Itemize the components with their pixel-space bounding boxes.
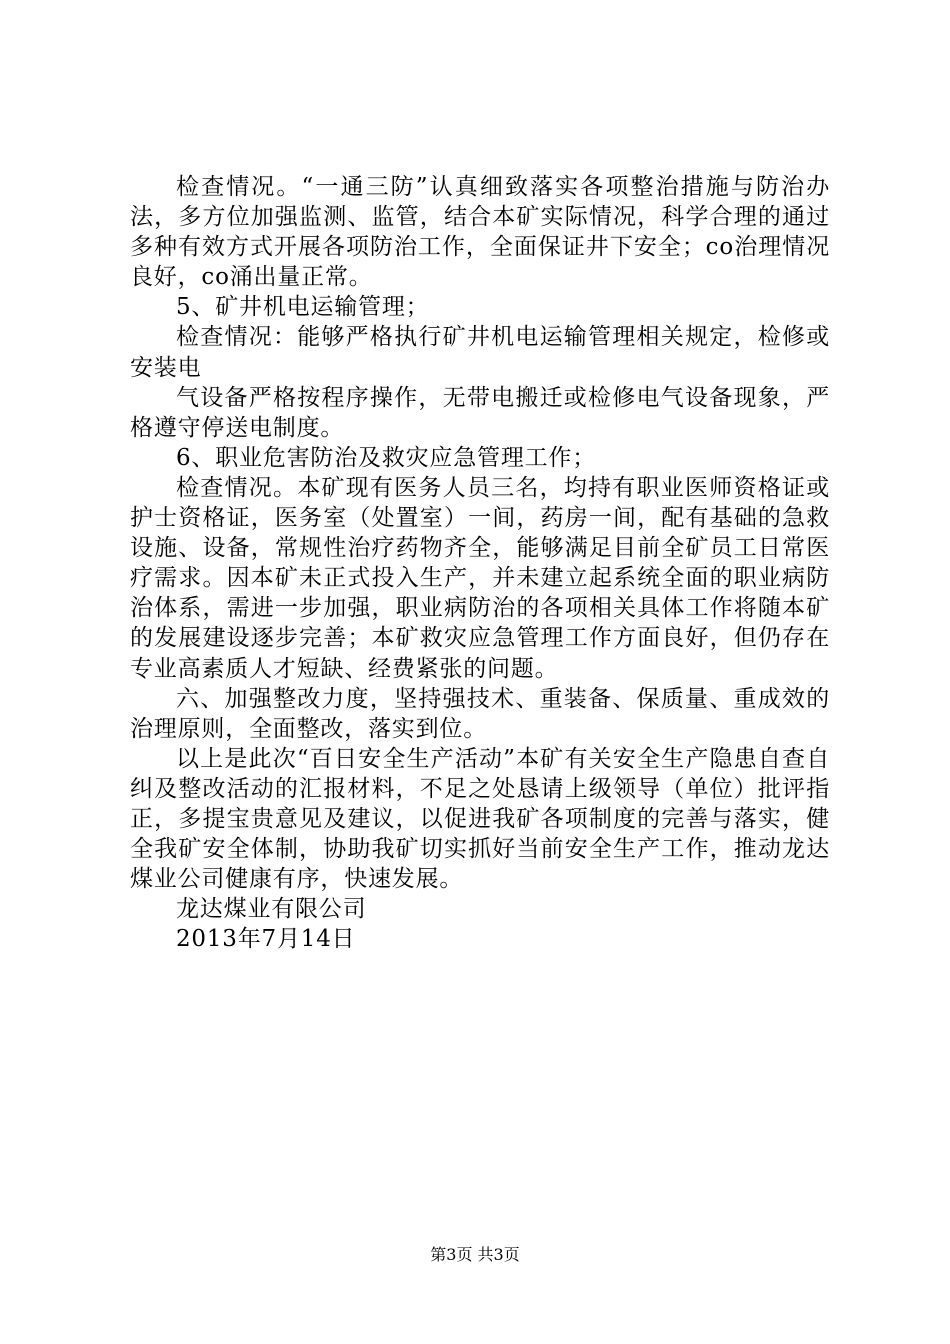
paragraph-rectification: 六、加强整改力度，坚持强技术、重装备、保质量、重成效的治理原则，全面整改，落实到位。 [130, 685, 830, 742]
paragraph-inspection-ventilation: 检查情况。“一通三防”认真细致落实各项整治措施与防治办法，多方位加强监测、监管，结合本矿实际情况，科学合理的通过多种有效方式开展各项防治工作，全面保证井下安全；co治理情况良好，co涌出量正常。 [130, 174, 830, 291]
heading-electromechanical-transport: 5、矿井机电运输管理； [176, 294, 430, 321]
paragraph-electrical-equipment: 气设备严格按程序操作，无带电搬迁或检修电气设备现象，严格遵守停送电制度。 [130, 384, 830, 441]
heading-occupational-hazard: 6、职业危害防治及救灾应急管理工作； [176, 444, 597, 471]
paragraph-inspection-electromechanical: 检查情况：能够严格执行矿井机电运输管理相关规定，检修或安装电 [130, 324, 830, 381]
signature-company: 龙达煤业有限公司 [176, 896, 367, 923]
signature-date: 2013年7月14日 [176, 926, 356, 953]
document-body [130, 172, 830, 954]
page-number-footer: 第3页 共3页 [430, 1245, 520, 1264]
paragraph-inspection-medical: 检查情况。本矿现有医务人员三名，均持有职业医师资格证或护士资格证，医务室（处置室）一间，药房一间，配有基础的急救设施、设备，常规性治疗药物齐全，能够满足目前全矿员工日常医疗需求。因本矿未正式投入生产，并未建立起系统全面的职业病防治体系，需进一步加强，职业病防治的各项相关具体工作将随本矿的发展建设逐步完善；本矿救灾应急管理工作方面良好，但仍存在专业高素质人才短缺、经费紧张的问题。 [130, 474, 830, 682]
paragraph-conclusion: 以上是此次“百日安全生产活动”本矿有关安全生产隐患自查自纠及整改活动的汇报材料，不足之处恳请上级领导（单位）批评指正，多提宝贵意见及建议，以促进我矿各项制度的完善与落实，健全我矿安全体制，协助我矿切实抓好当前安全生产工作，推动龙达煤业公司健康有序，快速发展。 [130, 745, 830, 893]
